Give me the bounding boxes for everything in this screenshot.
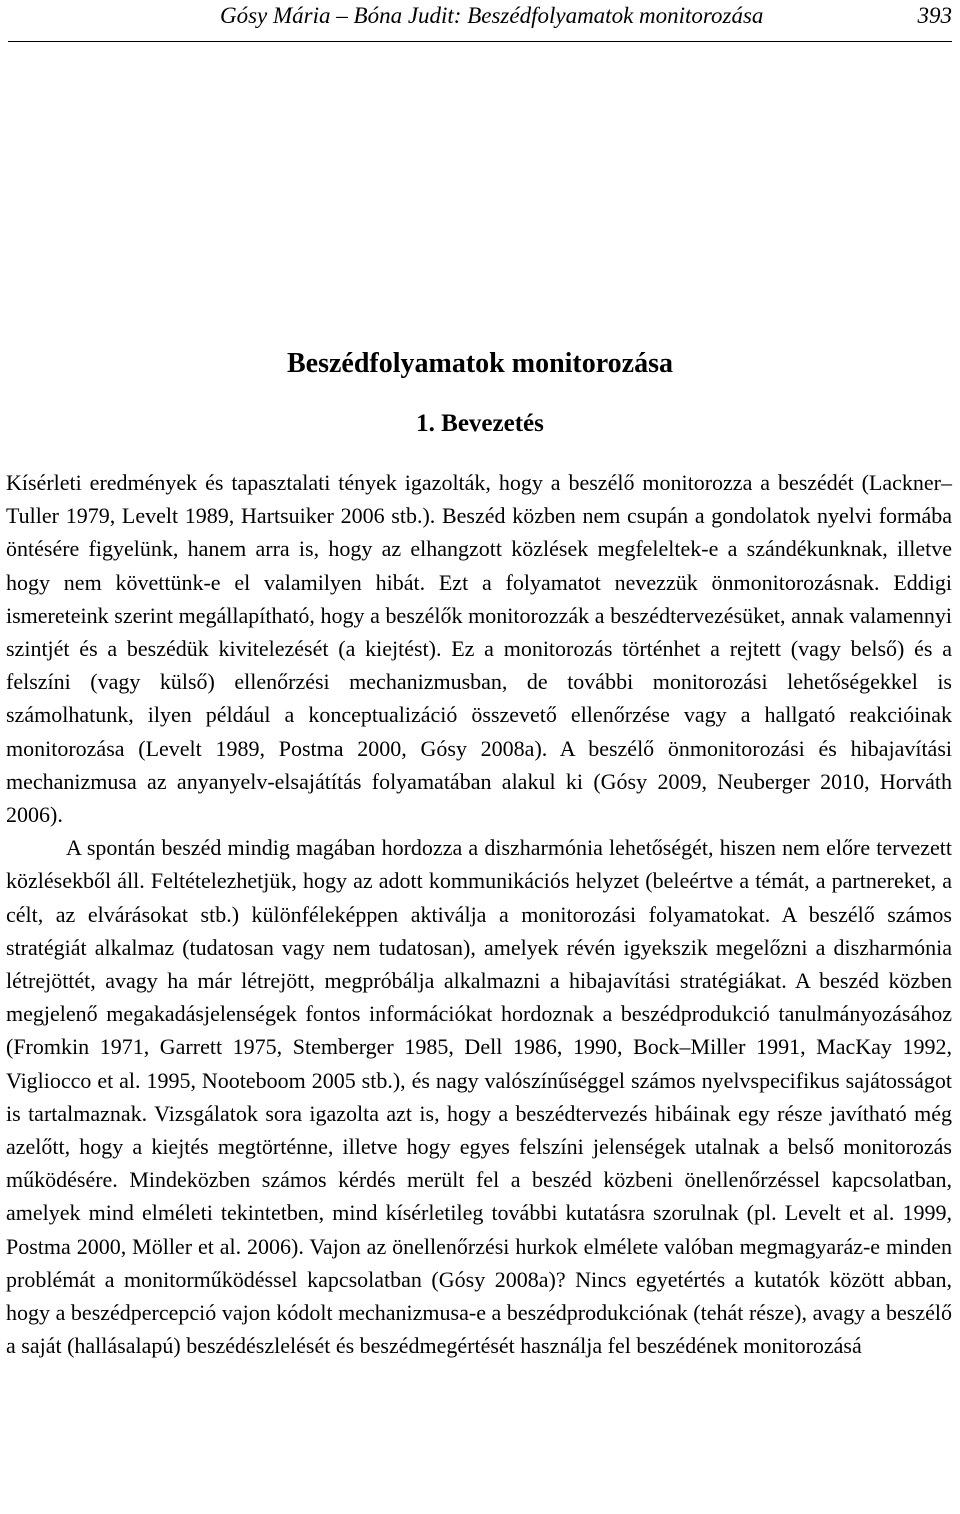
paragraph-1: Kísérleti eredmények és tapasztalati tények igazolták, hogy a beszélő monitorozza a beszédét (Lackner–Tuller 1979, Levelt 1989, Hartsuiker 2006 stb.). Beszéd közben nem csupán a gondolatok nyelvi formába öntésére figyelünk, hanem arra is, hogy az elhangzott közlések megfeleltek-e a szándékunknak, illetve hogy nem követtünk-e el valamilyen hibát. Ezt a folyamatot nevezzük önmonitorozásnak. Eddigi ismereteink szerint megállapítható, hogy a beszélők monitorozzák a beszédtervezésüket, annak valamennyi szintjét és a beszédük kivitelezését (a kiejtést). Ez a monitorozás történhet a rejtett (vagy belső) és a felszíni (vagy külső) ellenőrzési mechanizmusban, de további monitorozási lehetőségekkel is számolhatunk, ilyen például a konceptualizáció összevető ellenőrzése vagy a hallgató reakcióinak monitorozása (Levelt 1989, Postma 2000, Gósy 2008a). A beszélő önmonitorozási és hibajavítási mechanizmusa az anyanyelv-elsajátítás folyamatában alakul ki (Gósy 2009, Neuberger 2010, Horváth 2006).: [6, 470, 952, 828]
running-header: [8, 0, 952, 40]
section-heading: 1. Bevezetés: [416, 410, 544, 437]
body-text: [6, 466, 952, 1362]
article-title: Beszédfolyamatok monitorozása: [287, 348, 673, 379]
page-number: 393: [917, 3, 952, 28]
running-header-title: Gósy Mária – Bóna Judit: Beszédfolyamatok monitorozása: [220, 3, 764, 28]
header-divider: [8, 41, 952, 42]
paragraph-2: A spontán beszéd mindig magában hordozza a diszharmónia lehetőségét, hiszen nem előre tervezett közlésekből áll. Feltételezhetjük, hogy az adott kommunikációs helyzet (beleértve a témát, a partnereket, a célt, az elvárásokat stb.) különféleképpen aktiválja a monitorozási folyamatokat. A beszélő számos stratégiát alkalmaz (tudatosan vagy nem tudatosan), amelyek révén igyekszik megelőzni a diszharmónia létrejöttét, avagy ha már létrejött, megpróbálja alkalmazni a hibajavítási stratégiákat. A beszéd közben megjelenő megakadásjelenségek fontos információkat hordoznak a beszédprodukció tanulmányozásához (Fromkin 1971, Garrett 1975, Stemberger 1985, Dell 1986, 1990, Bock–Miller 1991, MacKay 1992, Vigliocco et al. 1995, Nooteboom 2005 stb.), és nagy valószínűséggel számos nyelvspecifikus sajátosságot is tartalmaznak. Vizsgálatok sora igazolta azt is, hogy a beszédtervezés hibáinak egy része javítható még azelőtt, hogy a kiejtés megtörténne, illetve hogy egyes felszíni jelenségek utalnak a belső monitorozás működésére. Mindeközben számos kérdés merült fel a beszéd közbeni önellenőrzéssel kapcsolatban, amelyek mind elméleti tekintetben, mind kísérletileg további kutatásra szorulnak (pl. Levelt et al. 1999, Postma 2000, Möller et al. 2006). Vajon az önellenőrzési hurkok elmélete valóban megmagyaráz-e minden problémát a monitorműködéssel kapcsolatban (Gósy 2008a)? Nincs egyetértés a kutatók között abban, hogy a beszédpercepció vajon kódolt mechanizmusa-e a beszédprodukciónak (tehát része), avagy a beszélő a saját (hallásalapú) beszédészlelését és beszédmegértését használja fel beszédének monitorozásá: [6, 835, 952, 1359]
